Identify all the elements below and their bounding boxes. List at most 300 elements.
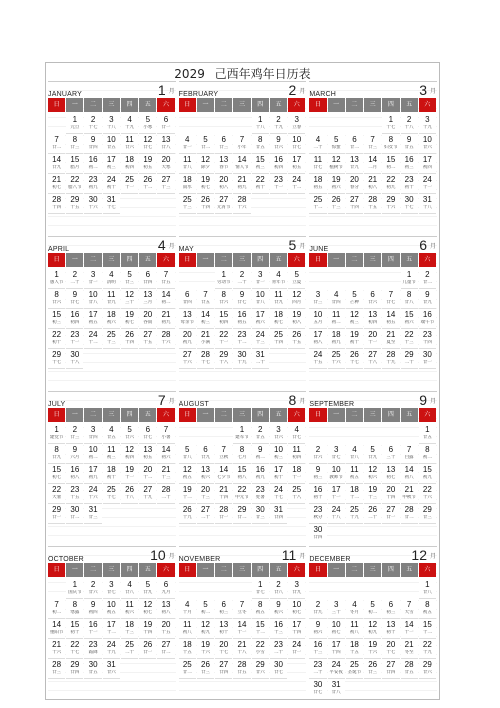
day-cell: [66, 309, 83, 329]
day-number: 1: [72, 580, 78, 589]
day-cell: [103, 134, 120, 154]
weekday-label: 日: [48, 408, 65, 422]
day-cell: [382, 639, 399, 659]
lunar-label: 十一: [125, 475, 135, 480]
day-number: 10: [274, 445, 283, 454]
day-cell: [139, 424, 156, 444]
lunar-label: 初八: [219, 185, 229, 190]
day-cell: [179, 444, 196, 464]
day-number: 2: [90, 580, 96, 589]
day-cell: [401, 659, 418, 679]
day-number: 4: [185, 600, 190, 609]
day-number: 13: [386, 620, 396, 629]
lunar-label: 初四: [88, 610, 98, 615]
weekday-label: 三: [364, 408, 381, 422]
day-number: 28: [52, 195, 62, 204]
empty-day-cell: [401, 424, 418, 444]
day-grid: [48, 269, 176, 369]
day-number: 18: [125, 620, 134, 629]
day-cell: [233, 194, 250, 214]
lunar-label: 十二: [88, 340, 98, 345]
day-cell: [309, 154, 326, 174]
lunar-label: 初三: [106, 165, 116, 170]
weekday-label: 四: [252, 98, 269, 112]
day-number: 9: [315, 620, 321, 629]
day-number: 22: [255, 640, 265, 649]
day-cell: [179, 599, 196, 619]
day-cell: [121, 579, 138, 599]
day-cell: [328, 484, 345, 504]
day-number: 7: [54, 135, 59, 144]
lunar-label: 十七: [219, 650, 229, 655]
day-cell: [288, 269, 305, 289]
weekday-label: 日: [179, 98, 196, 112]
day-number: 6: [221, 135, 226, 144]
day-number: 11: [332, 310, 341, 319]
day-number: 23: [422, 330, 432, 339]
day-number: 25: [274, 330, 283, 339]
day-number: 2: [72, 270, 78, 279]
day-number: 29: [52, 505, 62, 514]
day-number: 18: [182, 640, 192, 649]
lunar-label: 廿二: [161, 650, 171, 655]
day-cell: [346, 599, 363, 619]
lunar-label: 圣诞节: [347, 670, 362, 675]
lunar-label: 廿九: [313, 610, 323, 615]
day-number: 11: [183, 155, 192, 164]
day-grid: [179, 114, 307, 214]
lunar-label: 廿六: [106, 670, 116, 675]
month-suffix: 月: [299, 553, 306, 560]
lunar-label: 十一: [422, 185, 432, 190]
day-number: 3: [109, 115, 114, 124]
day-number: 4: [127, 115, 132, 124]
day-number: 29: [219, 350, 229, 359]
weekday-label: 一: [328, 98, 345, 112]
day-number: 16: [88, 620, 98, 629]
day-number: 3: [333, 445, 339, 454]
weekday-label: 五: [270, 563, 287, 577]
lunar-label: 十二: [349, 495, 359, 500]
day-number: 5: [145, 580, 151, 589]
empty-day-cell: [364, 579, 381, 599]
day-number: 8: [425, 600, 430, 609]
day-cell: [401, 269, 418, 289]
month-name: FEBRUARY: [178, 91, 219, 98]
day-number: 6: [163, 115, 169, 124]
day-cell: [309, 289, 326, 309]
day-number: 30: [404, 195, 414, 204]
day-cell: [309, 524, 326, 542]
day-number: 3: [109, 580, 114, 589]
lunar-label: 廿三: [368, 145, 378, 150]
empty-day-cell: [179, 114, 196, 134]
day-cell: [270, 484, 287, 504]
lunar-label: 处暑: [255, 495, 265, 500]
lunar-label: 小年: [237, 145, 247, 150]
lunar-label: 初二: [368, 610, 378, 615]
day-cell: [364, 154, 381, 174]
lunar-label: 小暑: [161, 435, 171, 440]
day-cell: [288, 464, 305, 484]
day-cell: [103, 114, 120, 134]
lunar-label: 十一: [125, 185, 135, 190]
lunar-label: 廿九: [292, 590, 302, 595]
day-cell: [270, 639, 287, 659]
day-number: 30: [313, 525, 323, 534]
weekday-label: 五: [139, 563, 156, 577]
lunar-label: 大雪: [404, 610, 414, 615]
day-cell: [84, 639, 101, 659]
empty-day-cell: [179, 424, 196, 444]
lunar-label: 十五: [161, 630, 171, 635]
day-number: 24: [88, 330, 98, 339]
lunar-label: 十三: [368, 495, 378, 500]
day-cell: [252, 484, 269, 504]
day-cell: [197, 464, 214, 484]
day-cell: [252, 639, 269, 659]
day-number: 14: [161, 445, 171, 454]
lunar-label: 廿九: [52, 455, 62, 460]
day-cell: [84, 269, 101, 289]
day-cell: [139, 464, 156, 484]
day-number: 19: [292, 310, 302, 319]
day-cell: [121, 309, 138, 329]
day-cell: [252, 309, 269, 329]
day-cell: [179, 329, 196, 349]
day-cell: [364, 289, 381, 309]
lunar-label: 初二: [255, 455, 265, 460]
day-cell: [364, 659, 381, 679]
lunar-label: 廿七: [331, 455, 341, 460]
lunar-label: 初五: [88, 320, 98, 325]
lunar-label: 廿五: [255, 145, 265, 150]
weekday-label: 日: [309, 563, 326, 577]
day-cell: [215, 504, 232, 524]
day-cell: [419, 269, 436, 289]
day-cell: [233, 329, 250, 349]
day-cell: [215, 309, 232, 329]
day-number: 9: [239, 290, 245, 299]
month-name: DECEMBER: [309, 556, 351, 563]
day-cell: [66, 599, 83, 619]
lunar-label: 十九: [237, 360, 247, 365]
day-number: 2: [315, 600, 321, 609]
lunar-label: 十四: [331, 650, 341, 655]
day-number: 14: [237, 155, 247, 164]
day-number: 2: [72, 425, 78, 434]
lunar-label: 廿八: [331, 690, 341, 695]
day-number: 12: [143, 135, 153, 144]
day-number: 15: [255, 155, 265, 164]
lunar-label: 廿三: [255, 515, 265, 520]
day-number: 20: [349, 175, 359, 184]
lunar-label: 七夕节: [216, 475, 231, 480]
day-cell: [179, 484, 196, 504]
month-block-october: [48, 546, 176, 697]
day-number: 29: [386, 195, 396, 204]
day-number: 3: [90, 425, 96, 434]
day-cell: [84, 424, 101, 444]
day-number: 11: [292, 445, 301, 454]
empty-day-cell: [215, 114, 232, 134]
day-number: 26: [368, 660, 378, 669]
lunar-label: 初九: [161, 320, 171, 325]
lunar-label: 廿八: [404, 300, 414, 305]
lunar-label: 立春: [292, 125, 302, 130]
lunar-label: 十八: [125, 495, 135, 500]
month-number: 3: [419, 82, 427, 98]
day-cell: [346, 309, 363, 329]
month-name: SEPTEMBER: [309, 401, 355, 408]
lunar-label: 春节: [219, 165, 229, 170]
day-number: 9: [72, 290, 78, 299]
day-number: 22: [237, 485, 247, 494]
lunar-label: 初八: [161, 610, 171, 615]
month-header: [309, 237, 437, 253]
lunar-label: 十八: [237, 650, 247, 655]
day-number: 4: [352, 600, 357, 609]
day-cell: [139, 579, 156, 599]
lunar-label: 初八: [368, 185, 378, 190]
weekday-label: 三: [233, 253, 250, 267]
day-number: 17: [255, 310, 265, 319]
lunar-label: 初十: [386, 630, 396, 635]
lunar-label: 初九: [422, 475, 432, 480]
day-cell: [401, 289, 418, 309]
day-number: 8: [425, 445, 430, 454]
day-cell: [270, 579, 287, 599]
lunar-label: 廿四: [273, 515, 283, 520]
day-number: 21: [161, 310, 171, 319]
day-cell: [233, 154, 250, 174]
month-number: 11: [281, 547, 297, 563]
weekday-label: 五: [401, 408, 418, 422]
day-number: 19: [143, 620, 153, 629]
lunar-label: 十九: [182, 515, 192, 520]
month-number: 12: [411, 547, 427, 563]
lunar-label: 初六: [404, 320, 414, 325]
day-cell: [179, 659, 196, 679]
day-cell: [197, 484, 214, 504]
lunar-label: 十二: [313, 205, 323, 210]
day-number: 7: [388, 290, 394, 299]
day-number: 1: [388, 115, 394, 124]
day-cell: [364, 484, 381, 504]
day-number: 11: [183, 620, 192, 629]
weekday-label: 四: [121, 253, 138, 267]
lunar-label: 初十: [349, 340, 359, 345]
lunar-label: 初三: [386, 610, 396, 615]
empty-day-cell: [346, 114, 363, 134]
lunar-label: 中秋节: [402, 495, 416, 500]
day-number: 31: [331, 680, 341, 689]
lunar-label: 十一: [368, 340, 378, 345]
day-cell: [103, 579, 120, 599]
day-number: 2: [315, 445, 321, 454]
day-cell: [270, 424, 287, 444]
lunar-label: 初六: [106, 320, 116, 325]
day-number: 1: [258, 580, 263, 589]
lunar-label: 初三: [255, 165, 265, 170]
lunar-label: 十四: [201, 205, 210, 210]
day-cell: [48, 599, 65, 619]
day-number: 3: [294, 115, 299, 124]
day-number: 15: [422, 620, 432, 629]
day-number: 11: [350, 465, 359, 474]
month-header: [48, 392, 176, 408]
lunar-label: 初二: [161, 300, 171, 305]
day-number: 6: [388, 445, 394, 454]
day-number: 24: [106, 175, 116, 184]
day-number: 9: [425, 290, 430, 299]
lunar-label: 十四: [422, 340, 432, 345]
lunar-label: 十七: [404, 205, 414, 210]
day-cell: [48, 329, 65, 349]
day-cell: [84, 619, 101, 639]
lunar-label: 初五: [313, 185, 323, 190]
day-number: 9: [406, 135, 412, 144]
day-cell: [233, 424, 250, 444]
day-number: 27: [143, 485, 153, 494]
weekday-header-row: [48, 563, 176, 577]
day-number: 6: [163, 580, 169, 589]
lunar-label: 初八: [182, 630, 192, 635]
lunar-label: 廿七: [386, 300, 396, 305]
month-name: APRIL: [48, 246, 70, 253]
day-number: 3: [425, 115, 430, 124]
lunar-label: 大寒: [161, 165, 171, 170]
day-number: 4: [185, 135, 190, 144]
day-grid: [179, 424, 307, 524]
weekday-label: 四: [382, 98, 399, 112]
day-number: 13: [201, 465, 210, 474]
lunar-label: 初二: [52, 610, 62, 615]
empty-day-cell: [346, 579, 363, 599]
day-number: 22: [255, 175, 265, 184]
weekday-label: 六: [419, 98, 436, 112]
day-number: 8: [54, 290, 59, 299]
lunar-label: 廿二: [201, 145, 210, 150]
lunar-label: 十四: [219, 495, 229, 500]
day-number: 16: [88, 155, 98, 164]
day-cell: [401, 444, 418, 464]
weekday-label: 三: [364, 98, 381, 112]
day-cell: [48, 134, 65, 154]
day-cell: [309, 329, 326, 349]
lunar-label: 廿六: [273, 145, 283, 150]
day-cell: [328, 309, 345, 329]
day-number: 16: [274, 620, 283, 629]
day-number: 23: [274, 175, 283, 184]
lunar-label: 十九: [273, 125, 283, 130]
day-cell: [346, 289, 363, 309]
month-suffix: 月: [299, 88, 306, 95]
day-number: 27: [143, 330, 153, 339]
day-number: 23: [313, 660, 323, 669]
lunar-label: 十八: [70, 360, 80, 365]
lunar-label: 初二: [88, 455, 98, 460]
weekday-label: 二: [84, 98, 101, 112]
day-number: 22: [52, 485, 62, 494]
lunar-label: 初二: [331, 320, 341, 325]
day-number: 13: [143, 445, 153, 454]
day-cell: [288, 599, 305, 619]
day-cell: [288, 424, 305, 444]
day-number: 17: [422, 155, 432, 164]
lunar-label: 廿六: [125, 145, 135, 150]
day-number: 26: [182, 505, 192, 514]
lunar-label: 初四: [422, 165, 432, 170]
day-cell: [121, 599, 138, 619]
day-number: 6: [185, 290, 190, 299]
day-cell: [401, 619, 418, 639]
day-number: 29: [404, 350, 414, 359]
lunar-label: 初十: [52, 340, 62, 345]
day-number: 15: [255, 620, 265, 629]
lunar-label: 初三: [201, 320, 210, 325]
day-number: 19: [331, 175, 341, 184]
day-cell: [288, 309, 305, 329]
day-number: 13: [161, 600, 171, 609]
empty-day-cell: [382, 579, 399, 599]
lunar-label: 十二: [106, 630, 116, 635]
day-number: 11: [125, 135, 134, 144]
day-cell: [48, 484, 65, 504]
weekday-label: 二: [346, 408, 363, 422]
empty-day-cell: [309, 424, 326, 444]
lunar-label: 惊蛰: [331, 145, 341, 150]
lunar-label: 廿六: [52, 300, 62, 305]
day-number: 26: [143, 175, 153, 184]
lunar-label: 大暑: [52, 495, 62, 500]
lunar-label: 十一: [219, 340, 229, 345]
day-number: 7: [406, 445, 412, 454]
empty-day-cell: [364, 424, 381, 444]
day-cell: [48, 504, 65, 524]
month-header: [309, 547, 437, 563]
month-block-july: [48, 391, 176, 542]
day-cell: [252, 154, 269, 174]
day-cell: [382, 484, 399, 504]
day-cell: [309, 309, 326, 329]
day-number: 24: [255, 330, 265, 339]
lunar-label: 初九: [386, 185, 396, 190]
day-cell: [252, 174, 269, 194]
month-suffix: 月: [429, 88, 436, 95]
lunar-label: 廿三: [88, 515, 98, 520]
empty-day-cell: [309, 114, 326, 134]
lunar-label: 廿四: [386, 670, 396, 675]
day-number: 17: [331, 640, 341, 649]
empty-day-cell: [233, 579, 250, 599]
day-cell: [66, 329, 83, 349]
lunar-label: 二十: [368, 515, 378, 520]
day-cell: [215, 444, 232, 464]
day-number: 19: [182, 485, 192, 494]
month-header: [179, 547, 307, 563]
weekday-label: 六: [157, 563, 174, 577]
lunar-label: 初五: [386, 320, 396, 325]
weekday-label: 一: [328, 253, 345, 267]
month-block-september: [309, 391, 437, 542]
weekday-label: 一: [66, 253, 83, 267]
lunar-label: 廿三: [70, 145, 80, 150]
day-cell: [270, 174, 287, 194]
day-number: 12: [143, 600, 153, 609]
day-cell: [270, 659, 287, 679]
lunar-label: 十六: [422, 495, 432, 500]
